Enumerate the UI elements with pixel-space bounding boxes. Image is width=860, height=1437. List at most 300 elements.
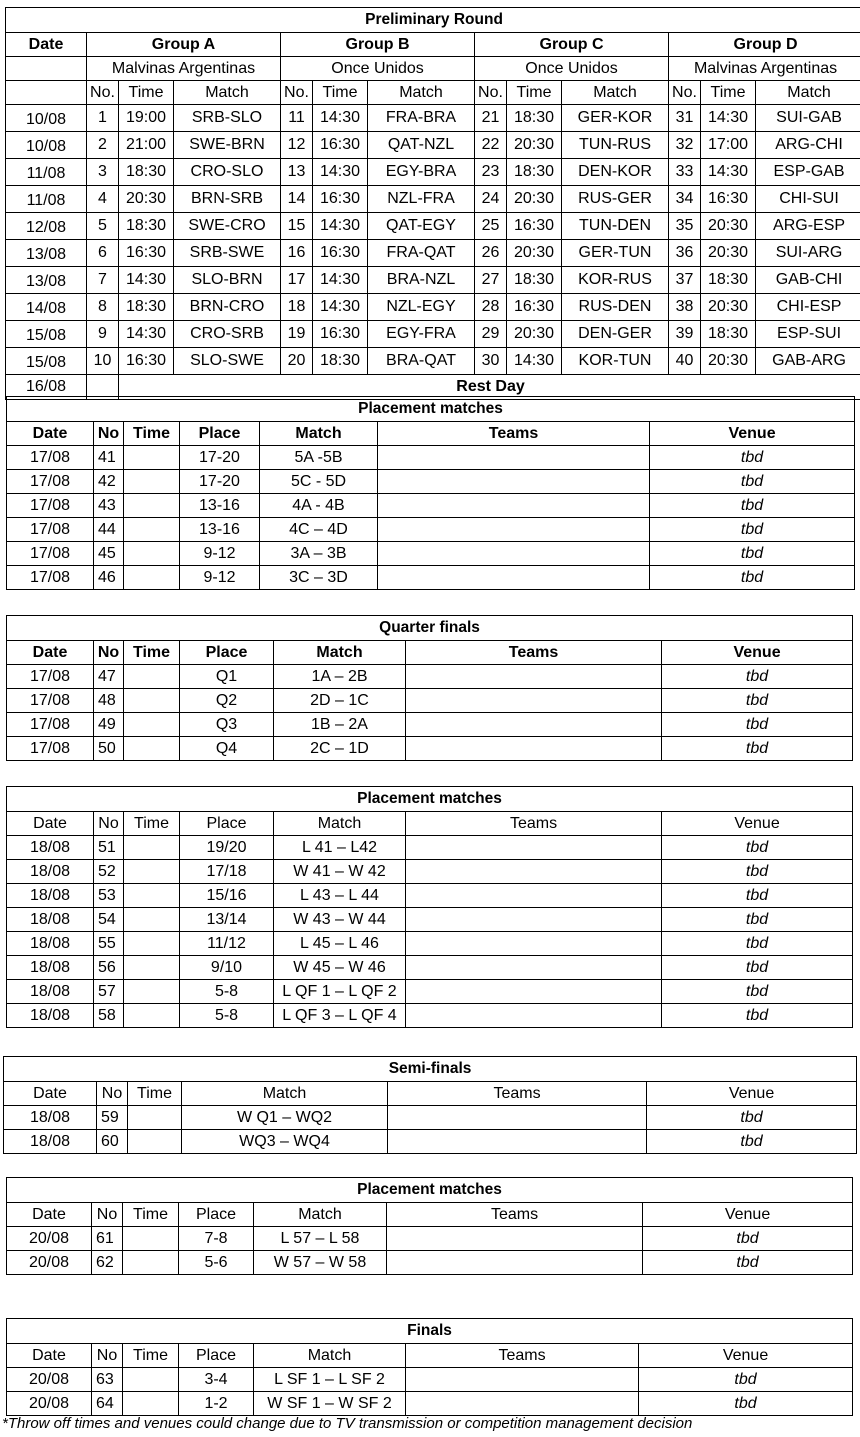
match-date: 10/08	[6, 132, 87, 159]
match-match: L QF 3 – L QF 4	[274, 1004, 406, 1028]
column-header: Match	[174, 81, 281, 105]
match-date: 17/08	[7, 689, 94, 713]
match-no: 19	[281, 321, 313, 348]
column-header-date: Date	[7, 1344, 92, 1368]
match-venue: tbd	[639, 1368, 853, 1392]
placement-1-table	[6, 396, 855, 590]
match-no: 42	[94, 470, 124, 494]
match-date: 18/08	[7, 860, 94, 884]
match-match: L SF 1 – L SF 2	[254, 1368, 406, 1392]
column-header-row	[7, 1344, 853, 1368]
match-no: 32	[669, 132, 701, 159]
match-match: W 43 – W 44	[274, 908, 406, 932]
match-time: 18:30	[701, 321, 756, 348]
match-teams	[378, 446, 650, 470]
match-no: 28	[475, 294, 507, 321]
match-time	[124, 836, 180, 860]
column-header-place: Place	[180, 641, 274, 665]
match-match: W Q1 – WQ2	[182, 1106, 388, 1130]
group-venue: Once Unidos	[281, 57, 475, 81]
match-time: 16:30	[701, 186, 756, 213]
match-time: 16:30	[313, 186, 368, 213]
match-no: 62	[92, 1251, 123, 1275]
group-venue: Once Unidos	[475, 57, 669, 81]
section-title: Placement matches	[7, 787, 853, 812]
match-time: 18:30	[119, 159, 174, 186]
match-date: 18/08	[7, 836, 94, 860]
match-teams: QAT-EGY	[368, 213, 475, 240]
group-venue: Malvinas Argentinas	[87, 57, 281, 81]
match-teams	[388, 1130, 647, 1154]
match-date: 10/08	[6, 105, 87, 132]
column-header-teams: Teams	[378, 422, 650, 446]
match-no: 57	[94, 980, 124, 1004]
match-no: 25	[475, 213, 507, 240]
match-place: 15/16	[180, 884, 274, 908]
match-date: 13/08	[6, 240, 87, 267]
column-header-no: No	[94, 812, 124, 836]
match-time	[128, 1130, 182, 1154]
column-header-no: No	[92, 1203, 123, 1227]
match-venue: tbd	[647, 1130, 857, 1154]
match-no: 30	[475, 348, 507, 375]
match-teams: SWE-BRN	[174, 132, 281, 159]
match-time: 16:30	[507, 213, 562, 240]
match-teams: ARG-ESP	[756, 213, 860, 240]
column-header-date: Date	[4, 1082, 97, 1106]
table-row	[7, 689, 853, 713]
match-teams	[387, 1251, 643, 1275]
match-match: 3A – 3B	[260, 542, 378, 566]
match-match: 4A - 4B	[260, 494, 378, 518]
match-no: 1	[87, 105, 119, 132]
match-time	[124, 566, 180, 590]
match-time	[124, 665, 180, 689]
section-title-row	[4, 1057, 857, 1082]
match-no: 7	[87, 267, 119, 294]
match-no: 55	[94, 932, 124, 956]
table-row	[7, 932, 853, 956]
match-no: 46	[94, 566, 124, 590]
match-no: 34	[669, 186, 701, 213]
match-teams: EGY-FRA	[368, 321, 475, 348]
match-teams	[406, 713, 662, 737]
column-header-no: No	[92, 1344, 123, 1368]
match-teams: GAB-CHI	[756, 267, 860, 294]
match-venue: tbd	[662, 689, 853, 713]
match-no: 64	[92, 1392, 123, 1416]
match-match: L 45 – L 46	[274, 932, 406, 956]
match-venue: tbd	[650, 470, 855, 494]
match-no: 11	[281, 105, 313, 132]
match-time: 19:00	[119, 105, 174, 132]
column-header-teams: Teams	[406, 1344, 639, 1368]
match-place: 1-2	[179, 1392, 254, 1416]
table-row	[6, 348, 860, 375]
match-venue: tbd	[662, 836, 853, 860]
column-header-venue: Venue	[647, 1082, 857, 1106]
match-no: 12	[281, 132, 313, 159]
match-teams: CRO-SLO	[174, 159, 281, 186]
match-date: 17/08	[7, 494, 94, 518]
match-teams	[406, 1004, 662, 1028]
match-time: 18:30	[507, 105, 562, 132]
column-header-row	[7, 641, 853, 665]
match-no: 15	[281, 213, 313, 240]
match-teams: KOR-TUN	[562, 348, 669, 375]
table-row	[7, 1392, 853, 1416]
match-no: 33	[669, 159, 701, 186]
table-row	[7, 1227, 853, 1251]
column-header-row	[7, 1203, 853, 1227]
match-no: 52	[94, 860, 124, 884]
match-place: 19/20	[180, 836, 274, 860]
table-row	[6, 321, 860, 348]
match-time	[124, 860, 180, 884]
match-no: 8	[87, 294, 119, 321]
match-venue: tbd	[643, 1251, 853, 1275]
table-row	[6, 294, 860, 321]
section-title-row	[7, 1178, 853, 1203]
match-date: 14/08	[6, 294, 87, 321]
match-no: 39	[669, 321, 701, 348]
match-teams: CHI-ESP	[756, 294, 860, 321]
table-row	[7, 470, 855, 494]
match-teams: CHI-SUI	[756, 186, 860, 213]
match-no: 2	[87, 132, 119, 159]
match-date: 12/08	[6, 213, 87, 240]
match-time	[124, 494, 180, 518]
match-no: 24	[475, 186, 507, 213]
match-no: 17	[281, 267, 313, 294]
match-teams: DEN-GER	[562, 321, 669, 348]
footnote: *Throw off times and venues could change due to TV transmission or competition management decision	[2, 1415, 693, 1432]
section-title-row	[7, 1319, 853, 1344]
match-venue: tbd	[647, 1106, 857, 1130]
table-row	[7, 836, 853, 860]
section-title: Quarter finals	[7, 616, 853, 641]
match-time: 18:30	[701, 267, 756, 294]
match-teams: RUS-GER	[562, 186, 669, 213]
table-row	[7, 1251, 853, 1275]
match-teams: CRO-SRB	[174, 321, 281, 348]
match-date: 17/08	[7, 446, 94, 470]
match-teams: EGY-BRA	[368, 159, 475, 186]
match-date: 17/08	[7, 713, 94, 737]
match-time: 16:30	[119, 240, 174, 267]
match-date: 11/08	[6, 186, 87, 213]
match-time: 14:30	[701, 159, 756, 186]
column-header: No.	[669, 81, 701, 105]
section-title: Preliminary Round	[6, 8, 860, 33]
match-time: 14:30	[701, 105, 756, 132]
group-venue: Malvinas Argentinas	[669, 57, 860, 81]
table-row	[6, 240, 860, 267]
match-venue: tbd	[650, 566, 855, 590]
sub-header-row	[6, 81, 860, 105]
match-time: 14:30	[313, 267, 368, 294]
match-teams	[387, 1227, 643, 1251]
match-date: 18/08	[7, 1004, 94, 1028]
column-header-match: Match	[254, 1344, 406, 1368]
match-time	[124, 737, 180, 761]
match-no: 35	[669, 213, 701, 240]
match-date: 17/08	[7, 518, 94, 542]
match-no: 50	[94, 737, 124, 761]
column-header-time: Time	[124, 812, 180, 836]
match-time: 14:30	[119, 321, 174, 348]
match-time: 20:30	[507, 240, 562, 267]
match-time: 14:30	[313, 159, 368, 186]
match-time: 20:30	[119, 186, 174, 213]
column-header: Time	[119, 81, 174, 105]
match-place: Q1	[180, 665, 274, 689]
match-time: 18:30	[507, 159, 562, 186]
column-header-place: Place	[179, 1344, 254, 1368]
match-no: 6	[87, 240, 119, 267]
match-match: 2D – 1C	[274, 689, 406, 713]
column-header-place: Place	[180, 812, 274, 836]
match-time	[124, 884, 180, 908]
match-teams: ESP-SUI	[756, 321, 860, 348]
match-time: 16:30	[313, 132, 368, 159]
match-venue: tbd	[662, 737, 853, 761]
match-teams	[406, 737, 662, 761]
match-match: L QF 1 – L QF 2	[274, 980, 406, 1004]
match-teams: QAT-NZL	[368, 132, 475, 159]
match-date: 17/08	[7, 566, 94, 590]
match-time: 20:30	[701, 240, 756, 267]
match-teams: NZL-FRA	[368, 186, 475, 213]
table-row	[7, 1004, 853, 1028]
match-date: 18/08	[4, 1130, 97, 1154]
match-time	[124, 446, 180, 470]
match-place: Q2	[180, 689, 274, 713]
match-place: 9-12	[180, 566, 260, 590]
match-no: 41	[94, 446, 124, 470]
match-time: 14:30	[313, 213, 368, 240]
table-row	[6, 186, 860, 213]
match-date: 15/08	[6, 321, 87, 348]
match-venue: tbd	[662, 908, 853, 932]
column-header-date: Date	[7, 422, 94, 446]
match-date: 13/08	[6, 267, 87, 294]
match-place: 5-8	[180, 980, 274, 1004]
match-date: 18/08	[7, 884, 94, 908]
match-teams: RUS-DEN	[562, 294, 669, 321]
column-header-row	[7, 422, 855, 446]
column-header-date: Date	[7, 812, 94, 836]
column-header: Match	[756, 81, 860, 105]
match-no: 29	[475, 321, 507, 348]
match-teams	[378, 470, 650, 494]
match-time: 18:30	[507, 267, 562, 294]
match-no: 56	[94, 956, 124, 980]
match-place: Q4	[180, 737, 274, 761]
match-no: 27	[475, 267, 507, 294]
match-time: 14:30	[507, 348, 562, 375]
column-header: No.	[87, 81, 119, 105]
match-place: 17/18	[180, 860, 274, 884]
match-venue: tbd	[662, 884, 853, 908]
column-header: Time	[507, 81, 562, 105]
match-date: 20/08	[7, 1227, 92, 1251]
match-teams	[406, 956, 662, 980]
column-header: Match	[368, 81, 475, 105]
table-row	[6, 213, 860, 240]
match-place: Q3	[180, 713, 274, 737]
match-time	[124, 713, 180, 737]
group-header-row	[6, 33, 860, 57]
table-row	[7, 908, 853, 932]
group-name: Group C	[475, 33, 669, 57]
table-row	[4, 1106, 857, 1130]
column-header-teams: Teams	[387, 1203, 643, 1227]
match-teams: BRA-QAT	[368, 348, 475, 375]
match-teams	[378, 542, 650, 566]
column-header-time: Time	[128, 1082, 182, 1106]
empty-cell	[6, 81, 87, 105]
match-time	[123, 1392, 179, 1416]
match-venue: tbd	[650, 446, 855, 470]
table-row	[6, 159, 860, 186]
column-header: No.	[475, 81, 507, 105]
column-header-match: Match	[274, 641, 406, 665]
column-header-no: No	[94, 641, 124, 665]
table-row	[7, 884, 853, 908]
match-no: 61	[92, 1227, 123, 1251]
column-header-teams: Teams	[388, 1082, 647, 1106]
match-time: 18:30	[119, 294, 174, 321]
date-header: Date	[6, 33, 87, 57]
match-teams: BRN-CRO	[174, 294, 281, 321]
match-venue: tbd	[662, 932, 853, 956]
match-venue: tbd	[639, 1392, 853, 1416]
table-row	[7, 737, 853, 761]
match-venue: tbd	[662, 980, 853, 1004]
section-title: Placement matches	[7, 1178, 853, 1203]
match-teams	[406, 980, 662, 1004]
match-place: 11/12	[180, 932, 274, 956]
match-date: 18/08	[4, 1106, 97, 1130]
match-teams	[406, 689, 662, 713]
match-time	[124, 1004, 180, 1028]
match-no: 43	[94, 494, 124, 518]
match-no: 45	[94, 542, 124, 566]
match-place: 17-20	[180, 446, 260, 470]
match-time: 20:30	[701, 213, 756, 240]
match-date: 18/08	[7, 908, 94, 932]
match-teams	[406, 884, 662, 908]
column-header-time: Time	[123, 1203, 179, 1227]
match-no: 18	[281, 294, 313, 321]
finals-table	[6, 1318, 853, 1416]
column-header-row	[7, 812, 853, 836]
match-no: 22	[475, 132, 507, 159]
column-header-place: Place	[179, 1203, 254, 1227]
match-no: 49	[94, 713, 124, 737]
match-match: W 45 – W 46	[274, 956, 406, 980]
match-teams: FRA-QAT	[368, 240, 475, 267]
match-teams: SLO-BRN	[174, 267, 281, 294]
table-row	[7, 1368, 853, 1392]
section-title: Finals	[7, 1319, 853, 1344]
match-venue: tbd	[662, 956, 853, 980]
match-teams: ARG-CHI	[756, 132, 860, 159]
column-header-teams: Teams	[406, 641, 662, 665]
table-row	[7, 980, 853, 1004]
match-no: 59	[97, 1106, 128, 1130]
match-teams	[406, 860, 662, 884]
match-time: 14:30	[313, 294, 368, 321]
match-place: 13-16	[180, 494, 260, 518]
column-header-time: Time	[124, 641, 180, 665]
table-row	[7, 860, 853, 884]
group-venue-row	[6, 57, 860, 81]
match-venue: tbd	[650, 494, 855, 518]
match-date: 17/08	[7, 470, 94, 494]
match-match: 2C – 1D	[274, 737, 406, 761]
match-no: 31	[669, 105, 701, 132]
match-time	[124, 518, 180, 542]
match-no: 48	[94, 689, 124, 713]
column-header-match: Match	[254, 1203, 387, 1227]
match-match: 5C - 5D	[260, 470, 378, 494]
match-date: 20/08	[7, 1392, 92, 1416]
match-teams	[378, 494, 650, 518]
match-no: 54	[94, 908, 124, 932]
match-match: L 41 – L42	[274, 836, 406, 860]
match-teams: TUN-RUS	[562, 132, 669, 159]
match-teams	[388, 1106, 647, 1130]
match-no: 37	[669, 267, 701, 294]
table-row	[4, 1130, 857, 1154]
match-teams	[406, 932, 662, 956]
match-teams	[378, 518, 650, 542]
table-row	[7, 566, 855, 590]
match-teams: SWE-CRO	[174, 213, 281, 240]
match-no: 4	[87, 186, 119, 213]
match-venue: tbd	[662, 713, 853, 737]
match-teams: GER-KOR	[562, 105, 669, 132]
match-teams: SUI-ARG	[756, 240, 860, 267]
match-teams	[406, 665, 662, 689]
column-header-venue: Venue	[639, 1344, 853, 1368]
match-time: 16:30	[313, 240, 368, 267]
match-venue: tbd	[650, 542, 855, 566]
match-place: 13-16	[180, 518, 260, 542]
section-title-row	[7, 616, 853, 641]
match-place: 17-20	[180, 470, 260, 494]
empty-cell	[6, 57, 87, 81]
quarter-finals-table	[6, 615, 853, 761]
match-teams: GER-TUN	[562, 240, 669, 267]
table-row	[7, 713, 853, 737]
match-teams: SRB-SLO	[174, 105, 281, 132]
section-title: Placement matches	[7, 397, 855, 422]
match-teams: BRN-SRB	[174, 186, 281, 213]
match-match: 1B – 2A	[274, 713, 406, 737]
column-header-date: Date	[7, 1203, 92, 1227]
column-header-row	[4, 1082, 857, 1106]
match-place: 3-4	[179, 1368, 254, 1392]
match-match: L 43 – L 44	[274, 884, 406, 908]
table-row	[6, 267, 860, 294]
column-header-time: Time	[123, 1344, 179, 1368]
match-no: 60	[97, 1130, 128, 1154]
table-row	[6, 132, 860, 159]
match-no: 63	[92, 1368, 123, 1392]
